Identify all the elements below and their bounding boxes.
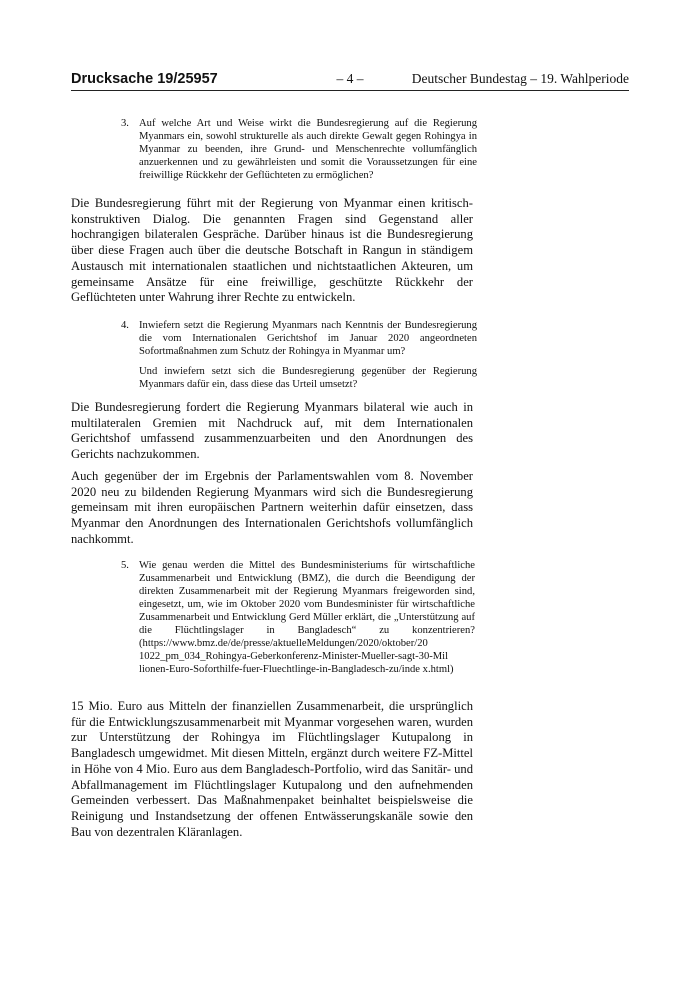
answer-4 (71, 400, 473, 547)
page-number: – 4 – (336, 71, 364, 86)
question-paragraph: Auf welche Art und Weise wirkt die Bundesregierung auf die Regierung Myanmars ein, sowohl strukturelle als auch direkte Gewalt gegen Rohingya in Myanmar zu beenden, ihre Grund- und Menschenrechte vollumfänglich anzuerkennen und zu gewährleisten und somit die Voraussetzungen für eine freiwillige Rückkehr der Geflüchteten zu ermöglichen? (139, 118, 477, 181)
answer-5 (71, 699, 473, 840)
answer-3 (71, 196, 473, 306)
header-rule (71, 90, 629, 91)
answer-paragraph: 15 Mio. Euro aus Mitteln der finanziellen Zusammenarbeit, die ursprünglich für die Entwicklungszusammenarbeit mit Myanmar vorgesehen waren, wurden zur Unterstützung der Rohingya im Flüchtlingslager Kutupalong in Bangladesch umgewidmet. Mit diesen Mitteln, ergänzt durch weitere FZ-Mittel in Höhe von 4 Mio. Euro aus dem Bangladesch-Portfolio, wird das Sanitär- und Abfallmanagement im Flüchtlingslager Kutupalong und den aufnehmenden Gemeinden verbessert. Das Maßnahmenpaket beinhaltet beispielsweise die Reinigung und Instandsetzung der offenen Entwässerungskanäle sowie den Bau von dezentralen Kläranlagen. (71, 699, 473, 839)
page-header (71, 70, 629, 88)
question-text (139, 117, 477, 182)
document-number: 25957 (177, 71, 218, 87)
document-prefix: Drucksache 19/ (71, 71, 178, 87)
question-text (139, 559, 475, 676)
question-3 (121, 117, 477, 182)
answer-paragraph: Auch gegenüber der im Ergebnis der Parlamentswahlen vom 8. November 2020 neu zu bildenden Regierung Myanmars wird sich die Bundesregierung gemeinsam mit ihren europäischen Partnern weiterhin dafür einsetzen, dass Myanmar den Anordnungen des Internationalen Gerichtshofs vollumfänglich nachkommt. (71, 468, 473, 546)
question-number: 3. (121, 118, 129, 129)
question-4 (121, 319, 477, 391)
answer-paragraph: Die Bundesregierung führt mit der Regierung von Myanmar einen kritisch-konstruktiven Dialog. Die genannten Fragen sind Gegenstand aller hochrangigen bilateralen Gespräche. Darüber hinaus ist die Bundesregierung über diese Fragen auch über die deutsche Botschaft in Rangun in ständigem Austausch mit internationalen staatlichen und nichtstaatlichen Akteuren, um gemeinsame Ansätze für eine freiwillige, geschützte Rückkehr der Geflüchteten unter Wahrung ihrer Rechte zu entwickeln. (71, 196, 473, 305)
question-number: 4. (121, 320, 129, 331)
question-paragraph: Inwiefern setzt die Regierung Myanmars nach Kenntnis der Bundesregierung die vom Internationalen Gerichtshof im Januar 2020 angeordneten Sofortmaßnahmen zum Schutz der Rohingya in Myanmar um? (139, 320, 477, 357)
question-paragraph: Wie genau werden die Mittel des Bundesministeriums für wirtschaftliche Zusammenarbeit und Entwicklung (BMZ), die durch die Beendigung der direkten Zusammenarbeit mit der Regierung Myanmars freigeworden sind, eingesetzt, um, wie im Oktober 2020 vom Bundesminister für wirtschaftliche Zusammenarbeit und Entwicklung Gerd Müller erklärt, die „Unterstützung auf die Flüchtlingslager in Bangladesch“ zu konzentrieren? (https://www.bmz.de/de/presse/aktuelleMeldungen/2020/oktober/20 1022_pm_034_Rohingya-Geberkonferenz-Minister-Mueller-sagt-30-Mil lionen-Euro-Soforthilfe-fuer-Fluechtlinge-in-Bangladesch-zu/inde x.html) (139, 560, 475, 675)
answer-paragraph: Die Bundesregierung fordert die Regierung Myanmars bilateral wie auch in multilateralen Gremien mit Nachdruck auf, mit dem Internationalen Gerichtshof umfassend zusammenzuarbeiten und den Anordnungen des Gerichts nachzukommen. (71, 400, 473, 462)
question-5 (121, 559, 475, 676)
question-paragraph: Und inwiefern setzt sich die Bundesregierung gegenüber der Regierung Myanmars dafür ein, dass diese das Urteil umsetzt? (139, 366, 477, 390)
question-text (139, 319, 477, 391)
question-number: 5. (121, 560, 129, 571)
publisher-label: Deutscher Bundestag – 19. Wahlperiode (411, 71, 629, 86)
